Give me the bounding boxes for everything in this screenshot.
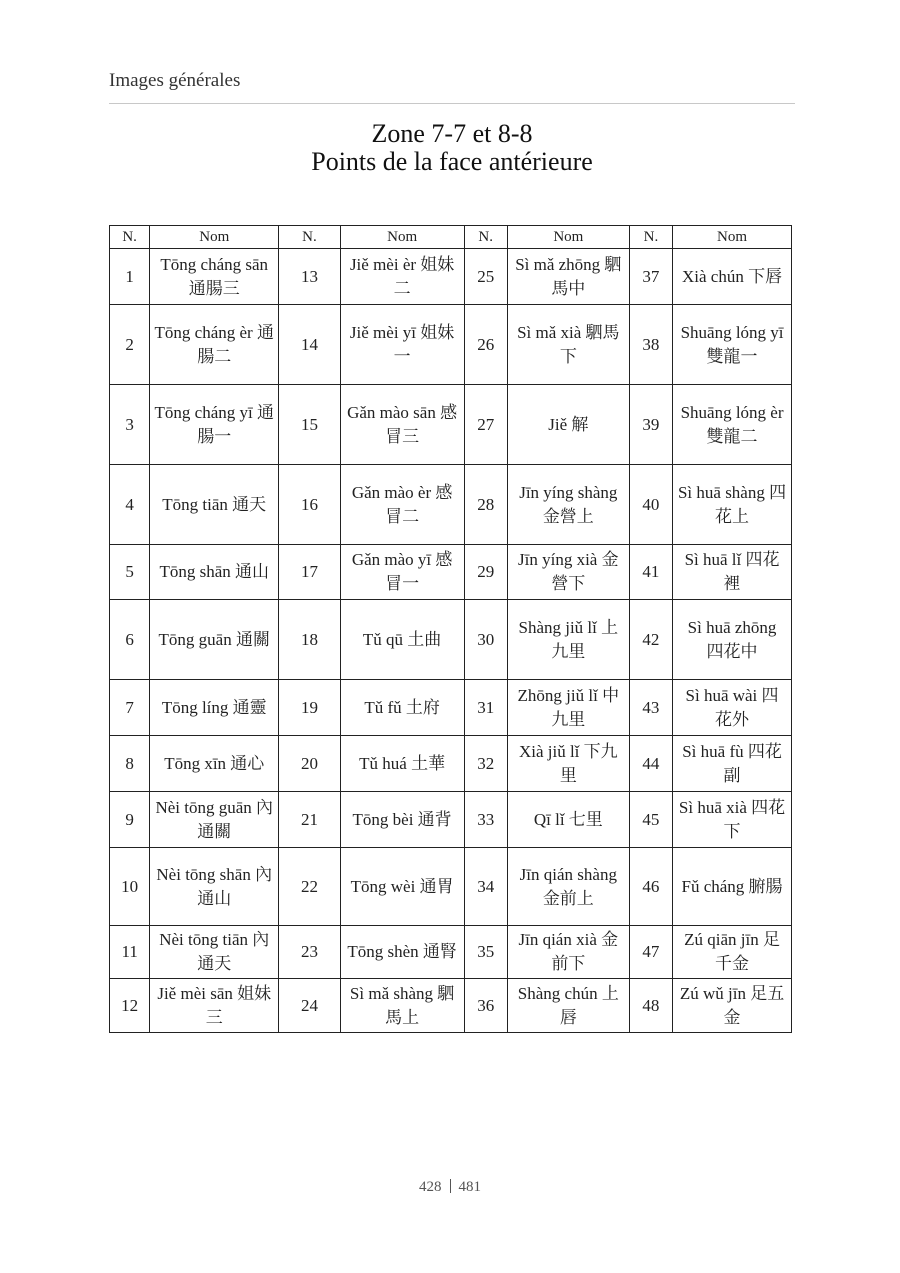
- point-number: 28: [464, 465, 507, 545]
- point-name: Xià jiǔ lǐ 下九里: [507, 736, 629, 792]
- point-number: 8: [110, 736, 150, 792]
- table-row: [110, 680, 792, 736]
- point-number: 24: [279, 979, 340, 1033]
- table-row: [110, 385, 792, 465]
- point-number: 6: [110, 600, 150, 680]
- point-name: Shàng jiǔ lǐ 上九里: [507, 600, 629, 680]
- point-number: 11: [110, 926, 150, 979]
- column-header: Nom: [673, 226, 792, 249]
- point-number: 32: [464, 736, 507, 792]
- point-name: Zú wǔ jīn 足五金: [673, 979, 792, 1033]
- column-header: N.: [279, 226, 340, 249]
- point-name: Tǔ qū 土曲: [340, 600, 464, 680]
- point-number: 31: [464, 680, 507, 736]
- point-number: 26: [464, 305, 507, 385]
- point-name: Shuāng lóng yī 雙龍一: [673, 305, 792, 385]
- page-title: [109, 120, 795, 176]
- point-name: Jīn qián xià 金前下: [507, 926, 629, 979]
- title-line-1: Zone 7-7 et 8-8: [371, 119, 533, 148]
- point-name: Sì huā fù 四花副: [673, 736, 792, 792]
- point-number: 27: [464, 385, 507, 465]
- column-header: N.: [629, 226, 672, 249]
- header-rule: [109, 103, 795, 104]
- table-row: [110, 848, 792, 926]
- point-name: Sì huā xià 四花下: [673, 792, 792, 848]
- point-number: 47: [629, 926, 672, 979]
- point-number: 23: [279, 926, 340, 979]
- point-name: Sì huā shàng 四花上: [673, 465, 792, 545]
- point-number: 1: [110, 249, 150, 305]
- table-row: [110, 249, 792, 305]
- column-header: Nom: [507, 226, 629, 249]
- point-number: 12: [110, 979, 150, 1033]
- point-name: Jīn yíng shàng 金營上: [507, 465, 629, 545]
- point-number: 37: [629, 249, 672, 305]
- point-name: Tōng cháng èr 通腸二: [150, 305, 279, 385]
- point-number: 15: [279, 385, 340, 465]
- point-number: 17: [279, 545, 340, 600]
- point-number: 44: [629, 736, 672, 792]
- table-row: [110, 305, 792, 385]
- point-number: 18: [279, 600, 340, 680]
- point-name: Fǔ cháng 腑腸: [673, 848, 792, 926]
- point-name: Gǎn mào èr 感冒二: [340, 465, 464, 545]
- point-name: Tōng wèi 通胃: [340, 848, 464, 926]
- point-number: 10: [110, 848, 150, 926]
- point-name: Tōng guān 通關: [150, 600, 279, 680]
- point-number: 20: [279, 736, 340, 792]
- point-name: Gǎn mào sān 感冒三: [340, 385, 464, 465]
- point-number: 42: [629, 600, 672, 680]
- point-name: Shàng chún 上唇: [507, 979, 629, 1033]
- point-number: 33: [464, 792, 507, 848]
- point-name: Sì huā lǐ 四花裡: [673, 545, 792, 600]
- point-number: 38: [629, 305, 672, 385]
- point-number: 43: [629, 680, 672, 736]
- point-number: 48: [629, 979, 672, 1033]
- point-name: Tōng cháng sān 通腸三: [150, 249, 279, 305]
- point-number: 22: [279, 848, 340, 926]
- table-header-row: [110, 226, 792, 249]
- point-name: Zú qiān jīn 足千金: [673, 926, 792, 979]
- table-row: [110, 979, 792, 1033]
- table-row: [110, 545, 792, 600]
- point-name: Tōng shèn 通腎: [340, 926, 464, 979]
- point-name: Tōng bèi 通背: [340, 792, 464, 848]
- point-name: Tōng líng 通靈: [150, 680, 279, 736]
- point-number: 5: [110, 545, 150, 600]
- table-row: [110, 465, 792, 545]
- point-name: Tōng xīn 通心: [150, 736, 279, 792]
- point-name: Gǎn mào yī 感冒一: [340, 545, 464, 600]
- point-name: Jīn qián shàng 金前上: [507, 848, 629, 926]
- column-header: N.: [110, 226, 150, 249]
- page-footer: [0, 1179, 900, 1196]
- page-number: 428: [419, 1179, 442, 1195]
- point-number: 14: [279, 305, 340, 385]
- point-name: Jiě mèi yī 姐妹一: [340, 305, 464, 385]
- point-name: Qī lǐ 七里: [507, 792, 629, 848]
- point-number: 9: [110, 792, 150, 848]
- point-number: 41: [629, 545, 672, 600]
- point-name: Tōng shān 通山: [150, 545, 279, 600]
- point-number: 16: [279, 465, 340, 545]
- point-name: Nèi tōng guān 內通關: [150, 792, 279, 848]
- column-header: N.: [464, 226, 507, 249]
- point-number: 45: [629, 792, 672, 848]
- table-row: [110, 736, 792, 792]
- point-number: 19: [279, 680, 340, 736]
- points-table: [109, 225, 792, 1033]
- point-name: Zhōng jiǔ lǐ 中九里: [507, 680, 629, 736]
- point-number: 30: [464, 600, 507, 680]
- point-name: Tǔ fǔ 土府: [340, 680, 464, 736]
- point-name: Tǔ huá 土華: [340, 736, 464, 792]
- point-name: Tōng cháng yī 通腸一: [150, 385, 279, 465]
- title-line-2: Points de la face antérieure: [311, 147, 593, 176]
- point-number: 36: [464, 979, 507, 1033]
- table-row: [110, 792, 792, 848]
- table-row: [110, 926, 792, 979]
- column-header: Nom: [150, 226, 279, 249]
- point-number: 3: [110, 385, 150, 465]
- table-row: [110, 600, 792, 680]
- point-number: 34: [464, 848, 507, 926]
- point-number: 4: [110, 465, 150, 545]
- point-number: 35: [464, 926, 507, 979]
- point-name: Jiě mèi èr 姐妹二: [340, 249, 464, 305]
- point-name: Tōng tiān 通天: [150, 465, 279, 545]
- point-number: 25: [464, 249, 507, 305]
- point-number: 39: [629, 385, 672, 465]
- point-number: 46: [629, 848, 672, 926]
- point-number: 40: [629, 465, 672, 545]
- point-name: Jiě 解: [507, 385, 629, 465]
- point-number: 13: [279, 249, 340, 305]
- point-name: Xià chún 下唇: [673, 249, 792, 305]
- point-name: Nèi tōng tiān 內通天: [150, 926, 279, 979]
- page-total: 481: [458, 1179, 481, 1195]
- point-number: 21: [279, 792, 340, 848]
- footer-separator: [450, 1179, 451, 1193]
- point-number: 7: [110, 680, 150, 736]
- point-name: Nèi tōng shān 內通山: [150, 848, 279, 926]
- table-body: [110, 249, 792, 1033]
- point-name: Sì mǎ shàng 駟馬上: [340, 979, 464, 1033]
- point-name: Shuāng lóng èr 雙龍二: [673, 385, 792, 465]
- point-number: 29: [464, 545, 507, 600]
- running-head: Images générales: [109, 70, 241, 91]
- point-name: Sì mǎ zhōng 駟馬中: [507, 249, 629, 305]
- point-name: Sì mǎ xià 駟馬下: [507, 305, 629, 385]
- point-name: Sì huā wài 四花外: [673, 680, 792, 736]
- point-number: 2: [110, 305, 150, 385]
- point-name: Jiě mèi sān 姐妹三: [150, 979, 279, 1033]
- column-header: Nom: [340, 226, 464, 249]
- point-name: Jīn yíng xià 金營下: [507, 545, 629, 600]
- point-name: Sì huā zhōng 四花中: [673, 600, 792, 680]
